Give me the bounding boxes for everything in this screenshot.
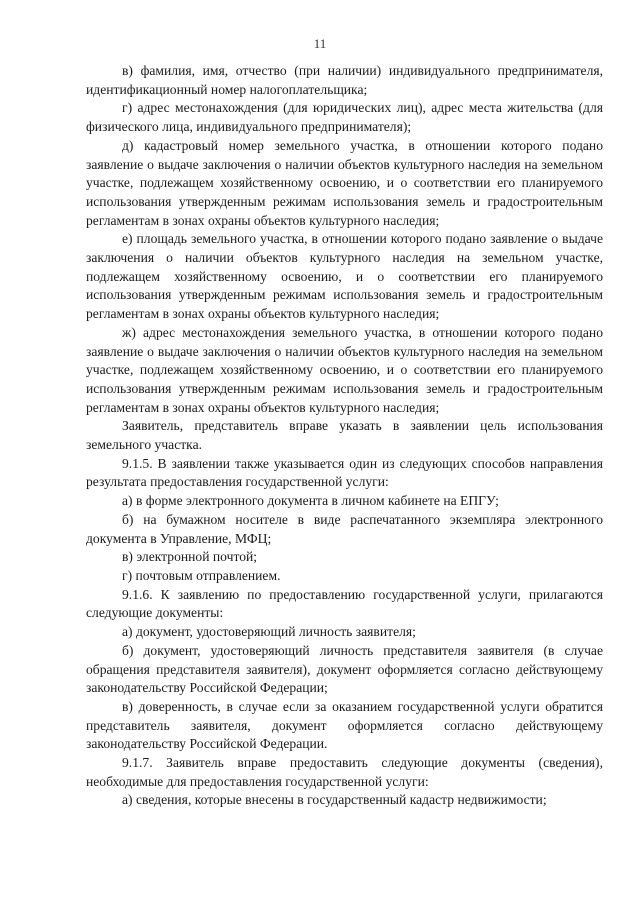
paragraph-9-1-5-v: в) электронной почтой; bbox=[122, 549, 258, 565]
paragraph-9-1-7: 9.1.7. Заявитель вправе предоставить следующие документы (сведения), необходимые для предоставления государственной услуги: bbox=[86, 755, 603, 789]
paragraph-9-1-5: 9.1.5. В заявлении также указывается один из следующих способов направления результата предоставления государственной услуги: bbox=[86, 455, 603, 490]
paragraph-9-1-7-a: а) сведения, которые внесены в государственный кадастр недвижимости; bbox=[122, 792, 547, 808]
paragraph-item-e: е) площадь земельного участка, в отношении которого подано заявление о выдаче заключения о наличии объектов культурного наследия на земельном участке, подлежащем хозяйственному освоению, и о соответствии его планируемого использования утвержденным режимам использования земель и градостроительным регламентам в зонах охраны объектов культурного наследия; bbox=[86, 231, 603, 322]
paragraph-item-zh: ж) адрес местонахождения земельного участка, в отношении которого подано заявление о выдаче заключения о наличии объектов культурного наследия на земельном участке, подлежащем хозяйственному освоению, и о соответствии его планируемого использования утвержденным режимам использования земель и градостроительным регламентам в зонах охраны объектов культурного наследия; bbox=[86, 324, 603, 415]
paragraph-9-1-6: 9.1.6. К заявлению по предоставлению государственной услуги, прилагаются следующие документы: bbox=[86, 586, 603, 621]
paragraph-9-1-5-a: а) в форме электронного документа в личном кабинете на ЕПГУ; bbox=[122, 493, 499, 509]
page-number: 11 bbox=[313, 36, 327, 51]
paragraph-item-v: в) фамилия, имя, отчество (при наличии) индивидуального предпринимателя, идентификационный номер налогоплательщика; bbox=[86, 63, 603, 97]
paragraph-item-d: д) кадастровый номер земельного участка, в отношении которого подано заявление о выдаче заключения о наличии объектов культурного наследия на земельном участке, подлежащем хозяйственному освоению, и о соответствии его планируемого использования утвержденным режимам использования земель и градостроительным регламентам в зонах охраны объектов культурного наследия; bbox=[86, 137, 603, 228]
paragraph-9-1-6-a: а) документ, удостоверяющий личность заявителя; bbox=[122, 624, 416, 640]
paragraph-9-1-5-b: б) на бумажном носителе в виде распечатанного экземпляра электронного документа в Управление, МФЦ; bbox=[86, 511, 603, 546]
paragraph-item-g: г) адрес местонахождения (для юридических лиц), адрес места жительства (для физического лица, индивидуального предпринимателя); bbox=[86, 100, 603, 135]
paragraph-9-1-6-v: в) доверенность, в случае если за оказанием государственной услуги обратится представитель заявителя, документ оформляется согласно действующему законодательству Российской Федерации. bbox=[86, 698, 603, 752]
paragraph-purpose: Заявитель, представитель вправе указать в заявлении цель использования земельного участка. bbox=[86, 418, 603, 453]
document-body bbox=[86, 62, 603, 810]
paragraph-9-1-6-b: б) документ, удостоверяющий личность представителя заявителя (в случае обращения представителя заявителя), документ оформляется согласно действующему законодательству Российской Федерации; bbox=[86, 642, 603, 696]
paragraph-9-1-5-g: г) почтовым отправлением. bbox=[122, 567, 281, 583]
